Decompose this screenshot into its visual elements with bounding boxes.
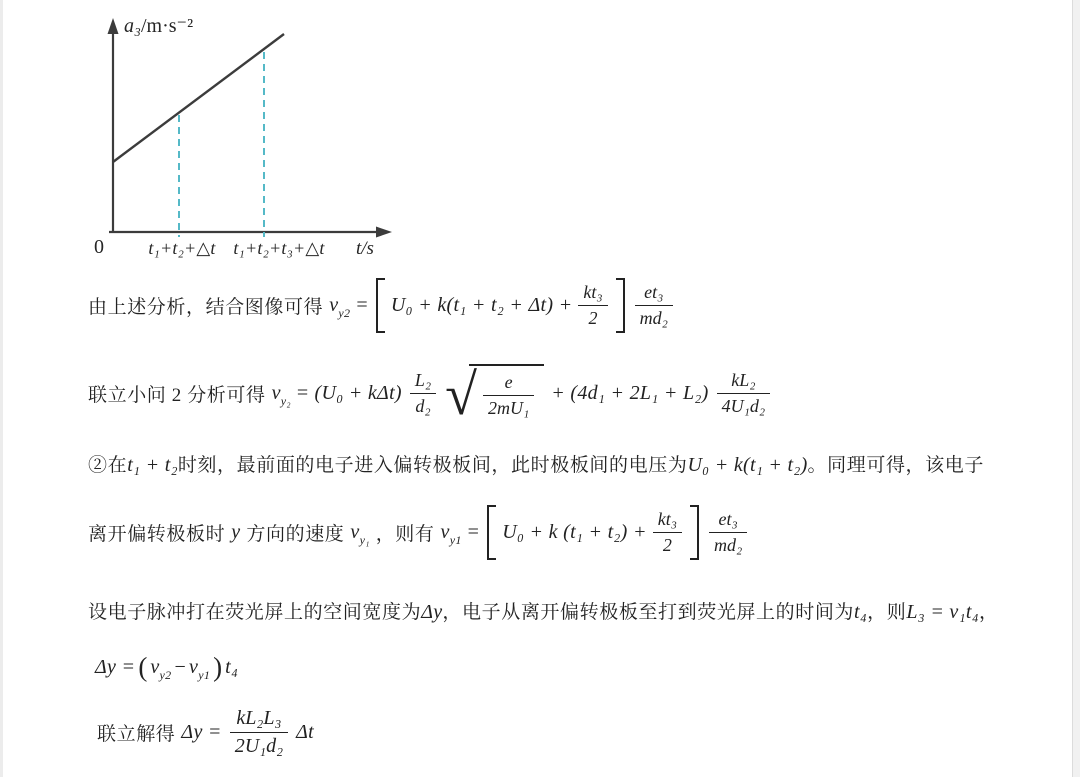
line1-intro: 由上述分析，结合图像可得 bbox=[88, 296, 324, 318]
left-bracket bbox=[487, 505, 496, 560]
math-t4: t₄ bbox=[854, 601, 868, 623]
solution-line-2 bbox=[88, 357, 772, 429]
plot-line bbox=[113, 34, 284, 162]
denominator: md₂ bbox=[639, 307, 668, 328]
scan-edge-right bbox=[1072, 0, 1080, 777]
v-symbol: v bbox=[350, 520, 360, 543]
equals-sign: = bbox=[467, 520, 480, 543]
vy1-symbol bbox=[189, 655, 211, 682]
math-t4: t₄ bbox=[225, 655, 239, 678]
origin-label: 0 bbox=[94, 236, 104, 258]
x-tick-2: t₁+t₂+t₃+△t bbox=[233, 238, 325, 258]
v-symbol: v bbox=[329, 293, 339, 316]
line2-intro: 联立小问 2 分析可得 bbox=[88, 384, 266, 406]
x-tick-1: t₁+t₂+△t bbox=[148, 238, 216, 258]
solution-line-6 bbox=[95, 646, 238, 688]
line5-seg4: ， bbox=[978, 602, 999, 623]
v-subscript: y1 bbox=[198, 667, 211, 682]
v-symbol: v bbox=[440, 520, 450, 543]
vy2-symbol bbox=[150, 655, 172, 682]
math-dt: Δt bbox=[296, 720, 314, 743]
solution-line-4 bbox=[88, 497, 749, 567]
square-root bbox=[445, 362, 544, 427]
line3-seg1: ②在 bbox=[88, 455, 128, 476]
math-y: y bbox=[231, 520, 241, 543]
line4-seg1: 离开偏转极板时 bbox=[88, 523, 226, 545]
v-symbol: v bbox=[189, 655, 199, 678]
fraction-et3-md2 bbox=[635, 282, 673, 329]
v-subscript: y₂ bbox=[280, 393, 291, 408]
numerator: kL₂L₃ bbox=[230, 707, 288, 733]
fraction-L2-d2 bbox=[410, 370, 436, 417]
denominator: 2 bbox=[588, 307, 598, 328]
solution-line-7 bbox=[97, 700, 314, 764]
term-u0-kdt: (U₀ + kΔt) bbox=[314, 381, 402, 404]
vy2-symbol bbox=[329, 293, 351, 320]
equals-sign: = bbox=[356, 293, 368, 316]
solution-line-3 bbox=[88, 450, 984, 477]
right-bracket bbox=[616, 278, 625, 333]
vy1-symbol bbox=[350, 520, 370, 547]
line3-seg3: 。同理可得，该电子 bbox=[807, 455, 984, 476]
numerator: kt₃ bbox=[653, 509, 682, 533]
math-dy: Δy bbox=[421, 601, 443, 623]
math-voltage: U₀ + k(t₁ + t₂) bbox=[687, 454, 808, 476]
numerator: kL₂ bbox=[717, 370, 771, 394]
minus-sign: − bbox=[174, 655, 187, 678]
numerator: kt₃ bbox=[578, 282, 607, 306]
acceleration-time-graph bbox=[80, 5, 500, 275]
fraction-et3-md2 bbox=[709, 509, 747, 556]
right-paren: ) bbox=[213, 651, 223, 682]
term-4d1-2L1-L2: + (4d₁ + 2L₁ + L₂) bbox=[551, 381, 709, 404]
graph-canvas bbox=[80, 5, 500, 275]
numerator: et₃ bbox=[635, 282, 673, 306]
fraction-kL2-4U1d2 bbox=[717, 370, 771, 417]
fraction-e-2mU1 bbox=[483, 372, 534, 419]
y-axis-unit: /m·s⁻² bbox=[140, 15, 194, 37]
solution-line-1 bbox=[88, 272, 675, 338]
denominator: 2 bbox=[662, 534, 672, 555]
denominator: md₂ bbox=[714, 534, 743, 555]
v-subscript: y2 bbox=[338, 305, 351, 320]
line5-seg2: ，电子从离开偏转极板至打到荧光屏上的时间为 bbox=[442, 602, 855, 623]
y-axis-arrow bbox=[108, 18, 119, 34]
line5-seg3: ，则 bbox=[867, 602, 907, 623]
equals-sign: = bbox=[296, 381, 309, 404]
dy-equals: Δy = bbox=[95, 655, 136, 678]
numerator: et₃ bbox=[709, 509, 747, 533]
v-symbol: v bbox=[150, 655, 160, 678]
math-L3-v1t4: L₃ = v₁t₄ bbox=[906, 601, 979, 623]
bracket-group bbox=[487, 505, 699, 560]
x-axis-label: t/s bbox=[356, 238, 374, 259]
bracket-content bbox=[496, 505, 690, 560]
v-subscript: y₁ bbox=[359, 532, 370, 547]
scan-edge-left bbox=[0, 0, 3, 777]
fraction-kt3-2 bbox=[653, 509, 682, 556]
vy2-symbol bbox=[271, 381, 291, 408]
v-subscript: y2 bbox=[159, 667, 172, 682]
bracket-terms: U₀ + k (t₁ + t₂) + bbox=[502, 520, 647, 543]
bracket-group bbox=[376, 278, 625, 333]
bracket-terms: U₀ + k(t₁ + t₂ + Δt) + bbox=[390, 293, 573, 316]
radicand bbox=[469, 364, 544, 422]
dy-equals: Δy = bbox=[181, 720, 222, 743]
fraction-kL2L3-2U1d2 bbox=[230, 707, 288, 758]
solution-line-5 bbox=[88, 597, 999, 624]
numerator: e bbox=[483, 372, 534, 396]
y-axis-variable: a₃ bbox=[124, 15, 141, 37]
right-bracket bbox=[690, 505, 699, 560]
denominator: 2U₁d₂ bbox=[234, 734, 284, 757]
denominator: d₂ bbox=[415, 395, 431, 416]
numerator: L₂ bbox=[410, 370, 436, 394]
denominator: 4U₁d₂ bbox=[721, 395, 766, 416]
line3-seg2: 时刻，最前面的电子进入偏转极板间，此时极板间的电压为 bbox=[177, 455, 688, 476]
v-symbol: v bbox=[271, 381, 281, 404]
vy1-symbol bbox=[440, 520, 462, 547]
line7-intro: 联立解得 bbox=[97, 723, 176, 745]
fraction-kt3-2 bbox=[578, 282, 607, 329]
line5-seg1: 设电子脉冲打在荧光屏上的空间宽度为 bbox=[88, 602, 422, 623]
radical-sign: √ bbox=[445, 362, 478, 427]
y-axis-label bbox=[124, 13, 193, 38]
bracket-content bbox=[385, 278, 616, 333]
line4-seg3: ，则有 bbox=[375, 523, 435, 545]
v-subscript: y1 bbox=[449, 532, 462, 547]
left-paren: ( bbox=[138, 651, 148, 682]
denominator: 2mU₁ bbox=[488, 398, 530, 418]
math-t1-t2: t₁ + t₂ bbox=[127, 454, 178, 476]
x-axis-arrow bbox=[376, 227, 392, 238]
left-bracket bbox=[376, 278, 385, 333]
line4-seg2: 方向的速度 bbox=[246, 523, 345, 545]
